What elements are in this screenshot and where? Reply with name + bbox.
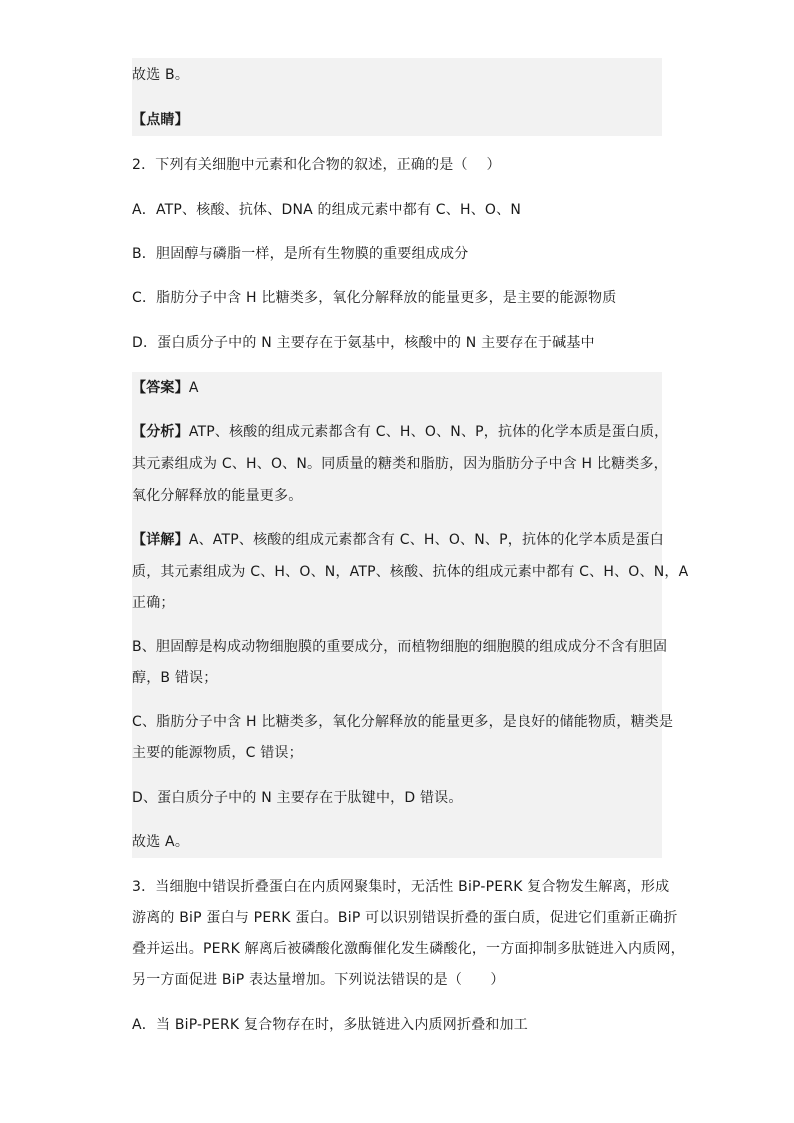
detail-line-6: C、脂肪分子中含 H 比糖类多，氧化分解释放的能量更多，是良好的储能物质，糖类是	[132, 714, 674, 730]
conclusion-b: 故选 B。	[132, 67, 190, 83]
detail-text-1: A、ATP、核酸的组成元素都含有 C、H、O、N、P，抗体的化学本质是蛋白	[188, 532, 664, 548]
tip-heading: 【点睛】	[132, 112, 189, 128]
answer-tag: 【答案】	[132, 380, 189, 396]
question-3-option-a: A．当 BiP-PERK 复合物存在时，多肽链进入内质网折叠和加工	[132, 1017, 528, 1033]
detail-line-1	[132, 530, 664, 550]
analysis-line-1	[132, 422, 668, 442]
answer-line	[132, 378, 199, 398]
shaded-region-top	[132, 58, 662, 136]
detail-line-2: 质，其元素组成为 C、H、O、N，ATP、核酸、抗体的组成元素中都有 C、H、O、N，A	[132, 564, 689, 580]
detail-line-3: 正确；	[132, 595, 175, 611]
analysis-text-1: ATP、核酸的组成元素都含有 C、H、O、N、P，抗体的化学本质是蛋白质，	[188, 424, 669, 440]
detail-line-8: D、蛋白质分子中的 N 主要存在于肽键中，D 错误。	[132, 790, 463, 806]
option-b: B．胆固醇与磷脂一样，是所有生物膜的重要组成成分	[132, 246, 469, 262]
question-3-stem-1: 3．当细胞中错误折叠蛋白在内质网聚集时，无活性 BiP-PERK 复合物发生解离，形成	[132, 879, 670, 895]
question-3-stem-4: 另一方面促进 BiP 表达量增加。下列说法错误的是（ ）	[132, 972, 505, 988]
answer-value: A	[188, 380, 199, 396]
analysis-tag: 【分析】	[132, 424, 189, 440]
shaded-region-answer	[132, 372, 662, 858]
question-3-stem-3: 叠并运出。PERK 解离后被磷酸化激酶催化发生磷酸化，一方面抑制多肽链进入内质网，	[132, 941, 685, 957]
question-3-stem-2: 游离的 BiP 蛋白与 PERK 蛋白。BiP 可以识别错误折叠的蛋白质，促进它们重新正确折	[132, 910, 678, 926]
detail-line-9: 故选 A。	[132, 834, 190, 850]
detail-tag: 【详解】	[132, 532, 189, 548]
question-2-stem: 2．下列有关细胞中元素和化合物的叙述，正确的是（ ）	[132, 157, 501, 173]
detail-line-4: B、胆固醇是构成动物细胞膜的重要成分，而植物细胞的细胞膜的组成成分不含有胆固	[132, 639, 668, 655]
analysis-line-3: 氧化分解释放的能量更多。	[132, 488, 303, 504]
detail-line-7: 主要的能源物质，C 错误；	[132, 745, 303, 761]
option-d: D．蛋白质分子中的 N 主要存在于氨基中，核酸中的 N 主要存在于碱基中	[132, 335, 595, 351]
detail-line-5: 醇，B 错误；	[132, 670, 218, 686]
option-a: A．ATP、核酸、抗体、DNA 的组成元素中都有 C、H、O、N	[132, 202, 521, 218]
option-c: C．脂肪分子中含 H 比糖类多，氧化分解释放的能量更多，是主要的能源物质	[132, 290, 617, 306]
analysis-line-2: 其元素组成为 C、H、O、N。同质量的糖类和脂肪，因为脂肪分子中含 H 比糖类多，	[132, 456, 668, 472]
